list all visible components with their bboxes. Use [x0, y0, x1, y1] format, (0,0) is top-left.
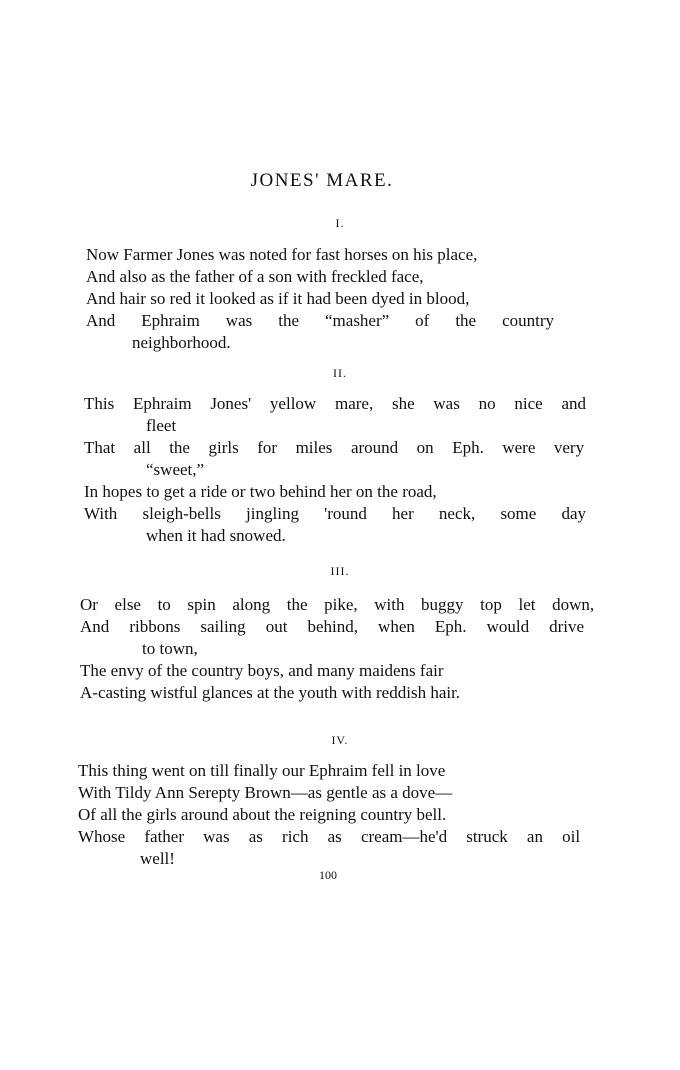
stanza-numeral-1: I.: [335, 216, 345, 230]
page-number: 100: [319, 868, 337, 882]
stanza-numeral-3: III.: [330, 564, 350, 578]
verse-line: With Tildy Ann Serepty Brown—as gentle as a dove—: [78, 783, 453, 802]
stanza-1: [86, 244, 592, 354]
verse-line-continuation: neighborhood.: [132, 333, 231, 352]
verse-line: This thing went on till finally our Ephraim fell in love: [78, 761, 446, 780]
verse-line: That all the girls for miles around on Eph. were very: [84, 438, 585, 457]
verse-line: The envy of the country boys, and many maidens fair: [80, 661, 444, 680]
verse-line: Whose father was as rich as cream—he'd struck an oil: [78, 827, 581, 846]
verse-line: A-casting wistful glances at the youth with reddish hair.: [80, 683, 461, 702]
verse-line-continuation: fleet: [146, 416, 177, 435]
verse-line: With sleigh-bells jingling 'round her neck, some day: [84, 504, 587, 523]
verse-line: And also as the father of a son with freckled face,: [86, 267, 424, 286]
verse-line-continuation: to town,: [142, 639, 198, 658]
verse-line: Of all the girls around about the reigning country bell.: [78, 805, 447, 824]
verse-line: Or else to spin along the pike, with buggy top let down,: [80, 595, 595, 614]
stanza-4: [78, 760, 588, 870]
verse-line: And Ephraim was the “masher” of the country: [86, 311, 555, 330]
poem-title: JONES' MARE.: [250, 170, 394, 191]
verse-line: And hair so red it looked as if it had been dyed in blood,: [86, 289, 470, 308]
stanza-3: [80, 594, 594, 704]
stanza-numeral-4: IV.: [331, 733, 349, 747]
verse-line-continuation: “sweet,”: [146, 460, 205, 479]
verse-line: And ribbons sailing out behind, when Eph. would drive: [80, 617, 585, 636]
verse-line-continuation: well!: [140, 849, 175, 868]
verse-line: This Ephraim Jones' yellow mare, she was no nice and: [84, 394, 587, 413]
stanza-2: [84, 393, 592, 547]
verse-line: Now Farmer Jones was noted for fast horses on his place,: [86, 245, 478, 264]
stanza-numeral-2: II.: [333, 366, 347, 380]
verse-line-continuation: when it had snowed.: [146, 526, 286, 545]
verse-line: In hopes to get a ride or two behind her on the road,: [84, 482, 437, 501]
